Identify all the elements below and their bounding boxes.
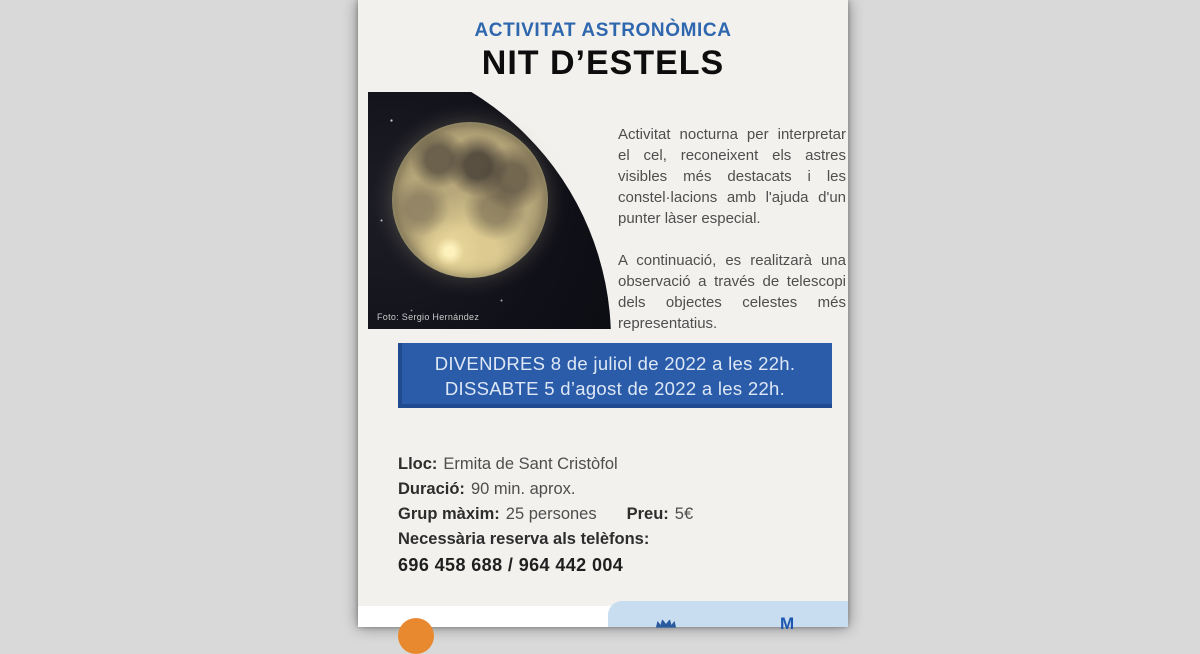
event-poster (358, 0, 848, 633)
description-paragraph-1: Activitat nocturna per interpretar el cel, reconeixent els astres visibles més destacats i les constel·lacions amb l'ajuda d'un punter làser especial. (618, 126, 846, 227)
photo-credit: Foto: Sergio Hernández (377, 312, 480, 322)
date-line-2: DISSABTE 5 d’agost de 2022 a les 22h. (444, 377, 786, 399)
description-paragraph-2: A continuació, es realitzarà una observació a través de telescopi dels objectes celestes més representatius. (618, 252, 846, 332)
group-label: Grup màxim: (398, 505, 500, 523)
price-value: 5€ (674, 505, 694, 523)
reservation-note: Necessària reserva als telèfons: (398, 530, 650, 548)
footer-blue-panel (608, 601, 848, 633)
date-line-1: DIVENDRES 8 de juliol de 2022 a les 22h. (434, 352, 796, 374)
m-logo: M (780, 614, 795, 633)
detail-location (398, 452, 818, 477)
location-value: Ermita de Sant Cristòfol (443, 455, 618, 473)
detail-duration (398, 477, 818, 502)
duration-label: Duració: (398, 480, 465, 498)
poster-title: NIT D’ESTELS (481, 44, 725, 82)
orange-logo-circle (398, 618, 434, 654)
moon-photo (368, 92, 612, 329)
location-label: Lloc: (398, 455, 438, 473)
poster-kicker: ACTIVITAT ASTRONÒMICA (474, 20, 732, 41)
duration-value: 90 min. aprox. (470, 480, 576, 498)
full-moon-image (392, 122, 548, 278)
group-value: 25 persones (505, 505, 597, 523)
price-label: Preu: (626, 505, 669, 523)
detail-group-price (398, 502, 818, 527)
phone-numbers: 696 458 688 / 964 442 004 (398, 555, 624, 575)
event-details (398, 452, 818, 578)
dates-banner (398, 343, 832, 408)
activity-description (618, 124, 846, 355)
